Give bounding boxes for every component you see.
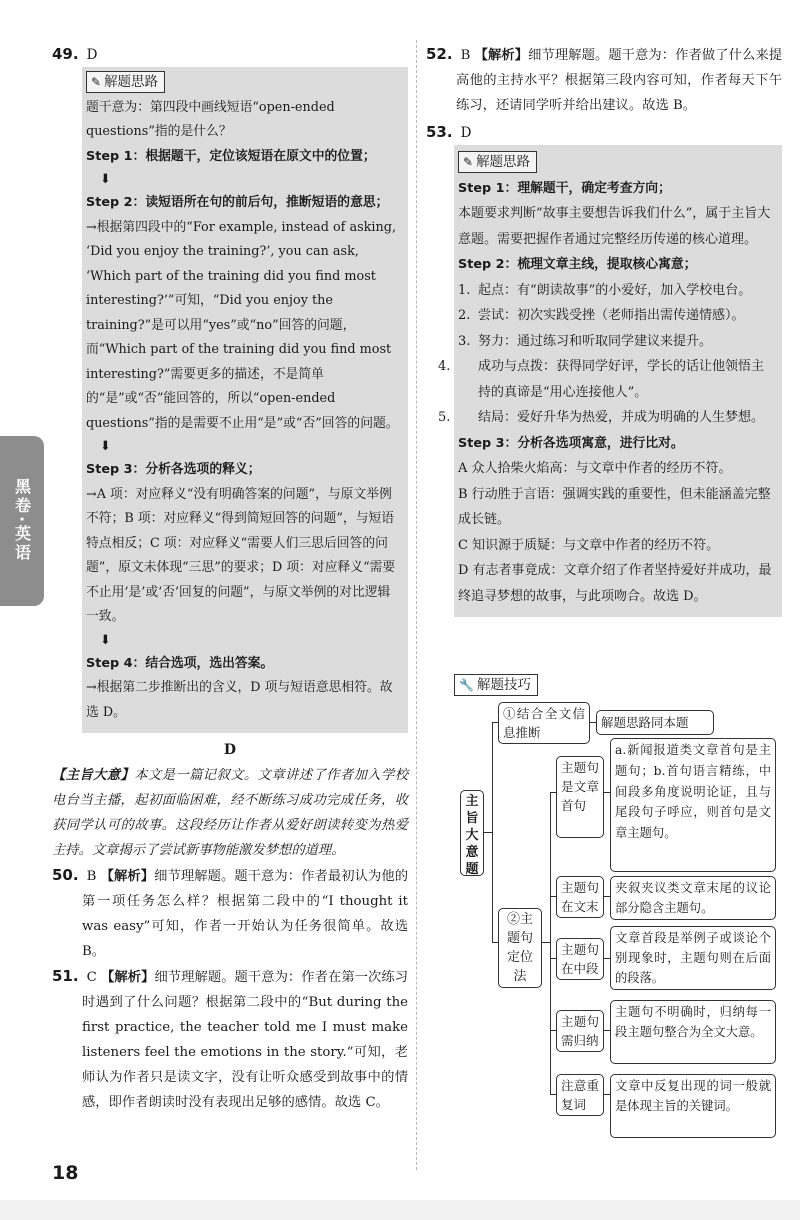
- mindmap-root: 主旨大意题: [460, 790, 484, 876]
- step-1-text: 本题要求判断“故事主要想告诉我们什么”，属于主旨大意题。需要把握作者通过完整经历传递的核心道理。: [458, 206, 771, 247]
- solution-tag: ✎ 解题思路: [86, 71, 165, 93]
- side-tab: 黑卷·英语: [0, 436, 44, 606]
- wrench-icon: 🔧: [459, 678, 474, 692]
- page-number: 18: [52, 1162, 79, 1184]
- mindmap-branch-1-leaf: 解题思路同本题: [596, 710, 714, 735]
- option-c: C 知识源于质疑：与文章中作者的经历不符。: [458, 537, 720, 553]
- question-52: 52. B 【解析】细节理解题。题干意为：作者做了什么来提高他的主持水平？根据第三段内容可知，作者每天下午练习，还请同学听并给出建议。故选 B。: [426, 45, 783, 113]
- option-b: B 行动胜于言语：强调实践的重要性，但未能涵盖完整成长链。: [458, 486, 771, 527]
- step-3-text: →A 项：对应释义“没有明确答案的问题”，与原文举例不符；B 项：对应释义“得到简短回答的问题”，与短语特点相反；C 项：对应释义“需要人们三思后回答的问题”，原文未体现“三思”的要求；D 项：对应释义“需要不止用‘是’或‘否’回复的问题”，与原文举例的对比逻辑一致。: [86, 486, 396, 624]
- solution-tag: ✎ 解题思路: [458, 151, 537, 173]
- question-50: 50. B 【解析】细节理解题。题干意为：作者最初认为他的第一项任务怎么样？根据第二段中的“I thought it was easy”可知，作者一开始认为任务很简单。故选 B。: [52, 866, 409, 959]
- mindmap-sub-3: 主题句在中段: [556, 938, 604, 980]
- option-a: A 众人拾柴火焰高：与文章中作者的经历不符。: [458, 461, 732, 476]
- step-1: Step 1：根据题干，定位该短语在原文中的位置；: [86, 148, 376, 164]
- main-idea: 【主旨大意】本文是一篇记叙文。文章讲述了作者加入学校电台当主播，起初面临困难，经不断练习成功完成任务，收获同学认可的故事。这段经历让作者从爱好朗读转变为热爱主持。文章揭示了尝试新事物能激发梦想的道理。: [52, 768, 409, 858]
- mindmap-branch-2: ②主题句定位法: [498, 908, 542, 988]
- step-1: Step 1：理解题干，确定考查方向；: [458, 180, 671, 196]
- column-divider: [416, 40, 417, 1170]
- list-item: 5. 结局：爱好升华为热爱，并成为明确的人生梦想。: [438, 410, 765, 425]
- step-2: Step 2：读短语所在句的前后句，推断短语的意思；: [86, 195, 389, 210]
- list-item: 3. 努力：通过练习和听取同学建议来提升。: [458, 333, 713, 349]
- pencil-note-icon: ✎: [463, 155, 474, 169]
- solution-box-49: [82, 67, 408, 733]
- mindmap-leaf-5: 文章中反复出现的词一般就是体现主旨的关键词。: [610, 1074, 776, 1138]
- step-2: Step 2：梳理文章主线，提取核心寓意；: [458, 257, 697, 272]
- list-item: 1. 起点：有“朗读故事”的小爱好，加入学校电台。: [458, 282, 752, 298]
- down-arrow-icon: ⬇: [100, 632, 111, 648]
- list-item: 2. 尝试：初次实践受挫（老师指出需传递情感）。: [458, 308, 745, 323]
- mindmap-branch-1: ①结合全文信息推断: [498, 702, 590, 744]
- left-column: [52, 42, 408, 1115]
- down-arrow-icon: ⬇: [100, 439, 111, 454]
- question-53: 53. D: [426, 123, 472, 141]
- solution-box-53: [438, 145, 782, 617]
- mindmap-leaf-1: a.新闻报道类文章首句是主题句；b.首句语言精练，中间段多角度说明论证，且与尾段句子呼应，则首句是文章主题句。: [610, 738, 776, 872]
- tips-header: 🔧 解题技巧: [454, 672, 538, 698]
- step-2-text: →根据第四段中的“For example, instead of asking, ‘Did you enjoy the training?’, you can ask, ‘Which part of the training did you find most interesting?’”可知，“Did you enjoy the training?”是可以用“yes”或“no”回答的问题，而“Which part of the training did you find most interesting?”需要更多的描述，不是简单的“是”或“否”能回答的，所以“open-ended questions”指的是需要不止用“是”或“否”回答的问题。: [86, 219, 399, 431]
- down-arrow-icon: ⬇: [100, 172, 111, 187]
- step-4: Step 4：结合选项，选出答案。: [86, 655, 274, 671]
- mind-map: [426, 700, 782, 1170]
- step-3: Step 3：分析各选项的释义；: [86, 462, 261, 477]
- step-3: Step 3：分析各选项寓意，进行比对。: [458, 435, 684, 451]
- mindmap-sub-2: 主题句在文末: [556, 876, 604, 918]
- mindmap-sub-4: 主题句需归纳: [556, 1010, 604, 1052]
- section-title: D: [223, 742, 237, 758]
- question-51: 51. C 【解析】细节理解题。题干意为：作者在第一次练习时遇到了什么问题？根据第二段中的“But during the first practice, the teacher told me I must make listeners feel the emotions in the story.”可知，老师认为作者只是读文字，没有让听众感受到故事中的情感，即作者朗读时没有表现出足够的感情。故选 C。: [52, 967, 409, 1110]
- right-column: [426, 42, 782, 617]
- list-item: 4. 成功与点拨：获得同学好评，学长的话让他领悟主持的真谛是“用心连接他人”。: [438, 359, 765, 400]
- pencil-note-icon: ✎: [91, 75, 102, 89]
- mindmap-sub-5: 注意重复词: [556, 1074, 604, 1116]
- question-meaning: 题干意为：第四段中画线短语“open-ended questions”指的是什么？: [86, 99, 335, 139]
- question-49: 49. D: [52, 45, 98, 63]
- step-4-text: →根据第二步推断出的含义，D 项与短语意思相符。故选 D。: [86, 680, 393, 720]
- option-d: D 有志者事竟成：文章介绍了作者坚持爱好并成功，最终追寻梦想的故事，与此项吻合。故选 D。: [458, 563, 772, 604]
- mindmap-leaf-3: 文章首段是举例子或谈论个别现象时，主题句则在后面的段落。: [610, 926, 776, 990]
- mindmap-leaf-4: 主题句不明确时，归纳每一段主题句整合为全文大意。: [610, 1000, 776, 1064]
- mindmap-sub-1: 主题句是文章首句: [556, 756, 604, 838]
- mindmap-leaf-2: 夹叙夹议类文章末尾的议论部分隐含主题句。: [610, 876, 776, 920]
